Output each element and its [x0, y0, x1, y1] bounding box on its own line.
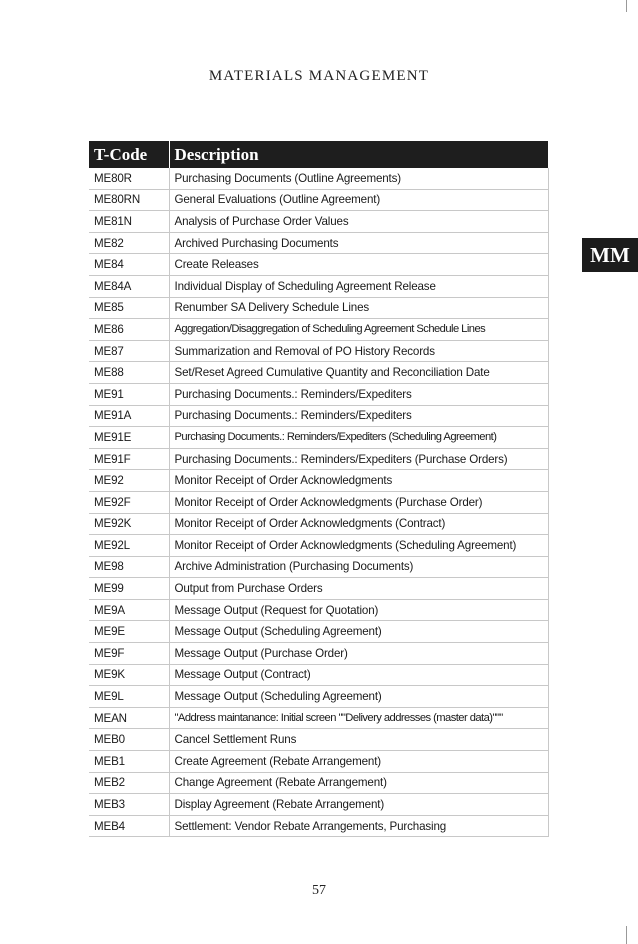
running-head: MATERIALS MANAGEMENT [208, 68, 430, 84]
description-cell: Analysis of Purchase Order Values [169, 211, 548, 233]
description-cell: Archived Purchasing Documents [169, 232, 548, 254]
description-cell: Monitor Receipt of Order Acknowledgments (Purchase Order) [169, 491, 548, 513]
tcode-cell: ME9E [89, 621, 169, 643]
table-row [89, 599, 548, 621]
tcode-cell: ME91E [89, 427, 169, 449]
tcode-cell: MEB0 [89, 729, 169, 751]
table-row [89, 491, 548, 513]
table-row [89, 751, 548, 773]
table-row [89, 254, 548, 276]
table-row [89, 686, 548, 708]
tcode-cell: ME81N [89, 211, 169, 233]
table-row [89, 362, 548, 384]
tcode-cell: MEB2 [89, 772, 169, 794]
tcode-cell: MEAN [89, 707, 169, 729]
table-body [89, 168, 548, 837]
table-row [89, 448, 548, 470]
table-row [89, 513, 548, 535]
table-row [89, 707, 548, 729]
table-header-row [89, 141, 548, 168]
tcode-cell: MEB3 [89, 794, 169, 816]
table-row [89, 383, 548, 405]
description-cell: Renumber SA Delivery Schedule Lines [169, 297, 548, 319]
table-row [89, 621, 548, 643]
description-cell: Output from Purchase Orders [169, 578, 548, 600]
crop-mark-top [626, 0, 627, 12]
tcode-cell: ME86 [89, 319, 169, 341]
description-cell: Purchasing Documents.: Reminders/Expediters [169, 383, 548, 405]
description-cell: Message Output (Request for Quotation) [169, 599, 548, 621]
tcode-cell: MEB1 [89, 751, 169, 773]
description-cell: Monitor Receipt of Order Acknowledgments (Scheduling Agreement) [169, 535, 548, 557]
tcode-cell: ME84A [89, 275, 169, 297]
description-cell: Change Agreement (Rebate Arrangement) [169, 772, 548, 794]
description-cell: Individual Display of Scheduling Agreement Release [169, 275, 548, 297]
tcode-cell: ME85 [89, 297, 169, 319]
table-row [89, 340, 548, 362]
description-cell: Summarization and Removal of PO History Records [169, 340, 548, 362]
description-cell: Message Output (Scheduling Agreement) [169, 621, 548, 643]
table-row [89, 664, 548, 686]
description-cell: Message Output (Purchase Order) [169, 643, 548, 665]
header-description: Description [169, 141, 548, 168]
table-row [89, 297, 548, 319]
table-row [89, 405, 548, 427]
tcode-cell: ME84 [89, 254, 169, 276]
tcode-cell: ME9F [89, 643, 169, 665]
tcode-cell: ME91A [89, 405, 169, 427]
description-cell: Purchasing Documents.: Reminders/Expediters [169, 405, 548, 427]
tcode-cell: ME9L [89, 686, 169, 708]
description-cell: Message Output (Contract) [169, 664, 548, 686]
tcode-cell: ME88 [89, 362, 169, 384]
table-row [89, 794, 548, 816]
section-tab: MM [582, 238, 638, 272]
table-row [89, 189, 548, 211]
tcode-cell: MEB4 [89, 815, 169, 837]
table-row [89, 815, 548, 837]
description-cell: Purchasing Documents.: Reminders/Expediters (Scheduling Agreement) [169, 427, 548, 449]
tcode-cell: ME80RN [89, 189, 169, 211]
description-cell: Aggregation/Disaggregation of Scheduling Agreement Schedule Lines [169, 319, 548, 341]
table-row [89, 556, 548, 578]
tcode-cell: ME92L [89, 535, 169, 557]
tcode-cell: ME99 [89, 578, 169, 600]
description-cell: Set/Reset Agreed Cumulative Quantity and Reconciliation Date [169, 362, 548, 384]
tcode-cell: ME92 [89, 470, 169, 492]
description-cell: Archive Administration (Purchasing Documents) [169, 556, 548, 578]
table-row [89, 232, 548, 254]
tcode-cell: ME9K [89, 664, 169, 686]
description-cell: Purchasing Documents (Outline Agreements) [169, 168, 548, 189]
tcode-cell: ME9A [89, 599, 169, 621]
tcode-cell: ME87 [89, 340, 169, 362]
description-cell: Create Releases [169, 254, 548, 276]
tcode-table [89, 141, 549, 837]
table-row [89, 168, 548, 189]
table-row [89, 470, 548, 492]
crop-mark-bottom [626, 926, 627, 944]
tcode-cell: ME82 [89, 232, 169, 254]
description-cell: Settlement: Vendor Rebate Arrangements, Purchasing [169, 815, 548, 837]
tcode-cell: ME91F [89, 448, 169, 470]
table-row [89, 211, 548, 233]
description-cell: Monitor Receipt of Order Acknowledgments [169, 470, 548, 492]
tcode-cell: ME92K [89, 513, 169, 535]
tcode-cell: ME91 [89, 383, 169, 405]
tcode-cell: ME92F [89, 491, 169, 513]
description-cell: Cancel Settlement Runs [169, 729, 548, 751]
table-row [89, 275, 548, 297]
description-cell: General Evaluations (Outline Agreement) [169, 189, 548, 211]
description-cell: Create Agreement (Rebate Arrangement) [169, 751, 548, 773]
table-row [89, 427, 548, 449]
description-cell: Display Agreement (Rebate Arrangement) [169, 794, 548, 816]
table-row [89, 729, 548, 751]
page-number: 57 [312, 883, 326, 898]
tcode-cell: ME98 [89, 556, 169, 578]
table-row [89, 319, 548, 341]
table-row [89, 772, 548, 794]
description-cell: Message Output (Scheduling Agreement) [169, 686, 548, 708]
header-tcode: T-Code [89, 141, 169, 168]
table-row [89, 578, 548, 600]
tcode-cell: ME80R [89, 168, 169, 189]
table-row [89, 535, 548, 557]
table-row [89, 643, 548, 665]
description-cell: "Address maintanance: Initial screen ""Delivery addresses (master data)""" [169, 707, 548, 729]
description-cell: Purchasing Documents.: Reminders/Expediters (Purchase Orders) [169, 448, 548, 470]
description-cell: Monitor Receipt of Order Acknowledgments (Contract) [169, 513, 548, 535]
